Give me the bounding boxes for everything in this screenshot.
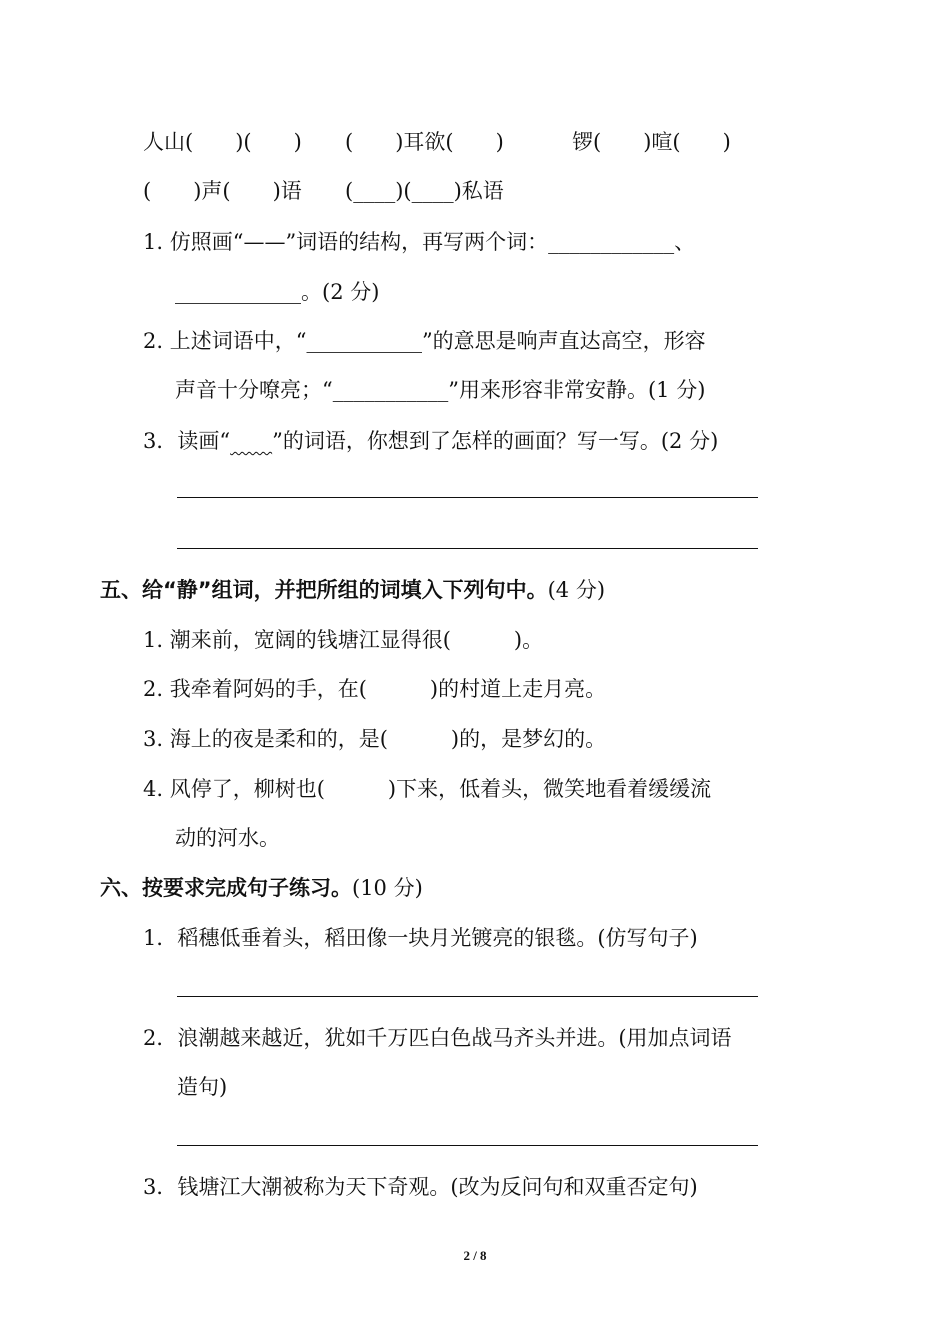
answer-line [177, 548, 758, 549]
question-3-prefix: 3．读画“ [143, 429, 231, 453]
word-blank-4: ( )声( )语 [143, 179, 302, 203]
question-2-line-1: 2. 上述词语中，“___________”的意思是响声直达高空，形容 [143, 329, 706, 353]
section-5-heading [100, 576, 605, 604]
section-5-points: (4 分) [547, 578, 606, 602]
section-6-points: (10 分) [352, 876, 423, 900]
page-number: 2 / 8 [463, 1248, 487, 1263]
section-5-item-2: 2. 我牵着阿妈的手，在( )的村道上走月亮。 [143, 677, 607, 701]
word-blank-3: 锣( )喧( ) [572, 130, 731, 154]
section-5-item-4-cont: 动的河水。 [175, 826, 280, 850]
section-6-item-2: 2．浪潮越来越近，犹如千万匹白色战马齐头并进。(用加点词语 [143, 1026, 732, 1050]
section-6-item-2-cont: 造句) [177, 1075, 228, 1099]
wavy-underline-mark [230, 429, 272, 453]
answer-line [177, 497, 758, 498]
section-5-item-3: 3. 海上的夜是柔和的，是( )的，是梦幻的。 [143, 727, 607, 751]
section-6-heading [100, 874, 423, 902]
section-6-title: 六、按要求完成句子练习。 [100, 876, 352, 900]
section-5-item-4: 4. 风停了，柳树也( )下来，低着头，微笑地看着缓缓流 [143, 777, 712, 801]
word-blank-1: 人山( )( ) [143, 130, 302, 154]
question-2-line-2: 声音十分嘹亮；“___________”用来形容非常安静。(1 分) [175, 378, 706, 402]
word-blank-5: (____)(____)私语 [345, 179, 504, 203]
section-5-title: 五、给“静”组词，并把所组的词填入下列句中。 [100, 578, 548, 602]
question-1-line-1: 1. 仿照画“——”词语的结构，再写两个词：____________、 [143, 230, 696, 254]
answer-line [177, 996, 758, 997]
section-6-item-1: 1．稻穗低垂着头，稻田像一块月光镀亮的银毯。(仿写句子) [143, 926, 698, 950]
section-6-item-3: 3．钱塘江大潮被称为天下奇观。(改为反问句和双重否定句) [143, 1175, 698, 1199]
answer-line [177, 1145, 758, 1146]
section-5-item-1: 1. 潮来前，宽阔的钱塘江显得很( )。 [143, 628, 544, 652]
word-blank-2: ( )耳欲( ) [345, 130, 504, 154]
question-3 [143, 427, 718, 455]
question-1-line-2: ____________。(2 分) [175, 280, 380, 304]
question-3-suffix: ”的词语，你想到了怎样的画面？写一写。(2 分) [272, 429, 719, 453]
